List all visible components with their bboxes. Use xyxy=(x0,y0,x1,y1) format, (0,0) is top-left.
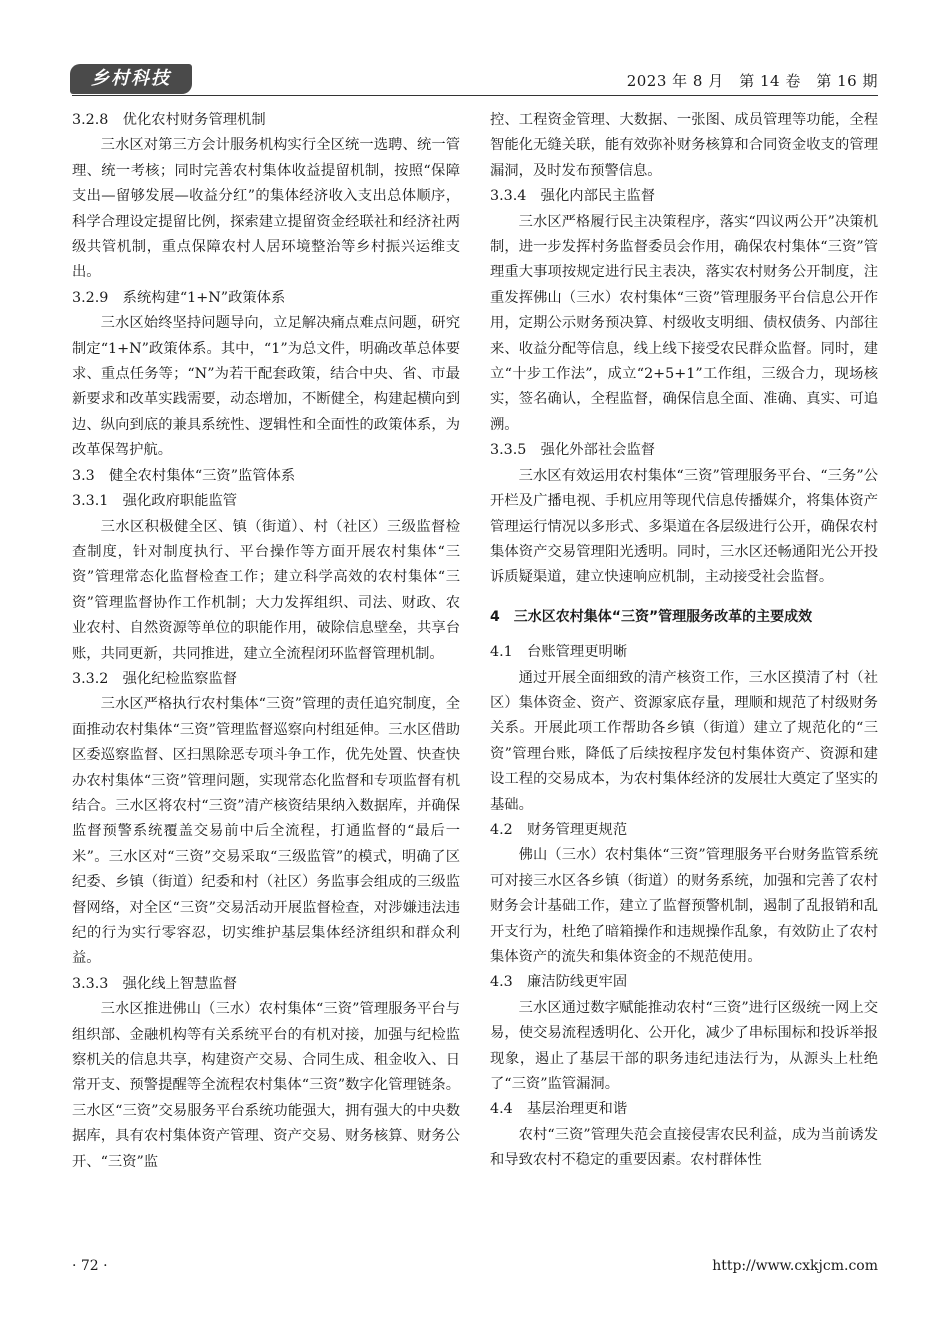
section-4-3-title: 4.3 廉洁防线更牢固 xyxy=(490,974,628,991)
section-3-3-2-title: 3.3.2 强化纪检监察监督 xyxy=(72,670,238,687)
section-3-3-3-paragraph: 三水区推进佛山（三水）农村集体“三资”管理服务平台与组织部、金融机构等有关系统平台的有机对接，加强与纪检监察机关的信息共享，构建资产交易、合同生成、租金收入、日常开支、预警提醒等全流程农村集体“三资”数字化管理链条。三水区“三资”交易服务平台系统功能强大，拥有强大的中央数据库，具有农村集体资产管理、资产交易、财务核算、财务公开、“三资”监 xyxy=(72,1001,460,1170)
header-divider xyxy=(72,95,878,96)
section-3-3-5-paragraph: 三水区有效运用农村集体“三资”管理服务平台、“三务”公开栏及广播电视、手机应用等现代信息传播媒介，将集体资产管理运行情况以多形式、多渠道在各层级进行公开，确保农村集体资产交易管理阳光透明。同时，三水区还畅通阳光公开投诉质疑渠道，建立快速响应机制，主动接受社会监督。 xyxy=(490,467,878,586)
section-3-3-1-title: 3.3.1 强化政府职能监管 xyxy=(72,493,238,510)
section-3-3-4-paragraph: 三水区严格履行民主决策程序，落实“四议两公开”决策机制，进一步发挥村务监督委员会作用，确保农村集体“三资”管理重大事项按规定进行民主表决，落实农村财务公开制度，注重发挥佛山（三水）农村集体“三资”管理服务平台信息公开作用，定期公示财务预决算、村级收支明细、债权债务、内部往来、收益分配等信息，线上线下接受农民群众监督。同时，建立“十步工作法”，成立“2+5+1”工作组，三级合力，现场核实，签名确认，全程监督，确保信息全面、准确、真实、可追溯。 xyxy=(490,213,878,433)
section-3-2-8-paragraph: 三水区对第三方会计服务机构实行全区统一选聘、统一管理、统一考核；同时完善农村集体收益提留机制，按照“保障支出—留够发展—收益分红”的集体经济收入支出总体顺序，科学合理设定提留比例，探索建立提留资金经联社和经济社两级共管机制，重点保障农村人居环境整治等乡村振兴运维支出。 xyxy=(72,137,460,281)
section-3-3-title: 3.3 健全农村集体“三资”监管体系 xyxy=(72,467,296,484)
section-3-3-1-paragraph: 三水区积极健全区、镇（街道）、村（社区）三级监督检查制度，针对制度执行、平台操作等方面开展农村集体“三资”管理常态化监督检查工作；建立科学高效的农村集体“三资”管理监督协作工作机制；大力发挥组织、司法、财政、农业农村、自然资源等单位的职能作用，破除信息壁垒，共享台账，共同更新，共同推进，建立全流程闭环监督管理机制。 xyxy=(72,518,460,662)
section-3-3-3-continued: 控、工程资金管理、大数据、一张图、成员管理等功能，全程智能化无缝关联，能有效弥补财务核算和合同资金收支的管理漏洞，及时发布预警信息。 xyxy=(490,112,878,179)
section-3-3-4-title: 3.3.4 强化内部民主监督 xyxy=(490,188,656,205)
section-4-4-paragraph: 农村“三资”管理失范会直接侵害农民利益，成为当前诱发和导致农村不稳定的重要因素。农村群体性 xyxy=(490,1126,878,1169)
section-3-2-8-title: 3.2.8 优化农村财务管理机制 xyxy=(72,112,266,128)
section-4-4-title: 4.4 基层治理更和谐 xyxy=(490,1101,628,1118)
section-4-2-paragraph: 佛山（三水）农村集体“三资”管理服务平台财务监管系统可对接三水区各乡镇（街道）的财务系统，加强和完善了农村财务会计基础工作，建立了监督预警机制，遏制了乱报销和乱开支行为，杜绝了暗箱操作和违规操作乱象，有效防止了农村集体资产的流失和集体资金的不规范使用。 xyxy=(490,847,878,965)
journal-url: http://www.cxkjcm.com xyxy=(712,1258,878,1274)
journal-logo: 乡村科技 xyxy=(70,64,192,94)
section-3-2-9-paragraph: 三水区始终坚持问题导向，立足解决痛点难点问题，研究制定“1+N”政策体系。其中，“1”为总文件，明确改革总体要求、重点任务等；“N”为若干配套政策，结合中央、省、市最新要求和改革实践需要，动态增加，不断健全，构建起横向到边、纵向到底的兼具系统性、逻辑性和全面性的政策体系，为改革保驾护航。 xyxy=(72,315,460,459)
section-3-3-3-title: 3.3.3 强化线上智慧监督 xyxy=(72,975,238,992)
section-3-3-2-paragraph: 三水区严格执行农村集体“三资”管理的责任追究制度，全面推动农村集体“三资”管理监督巡察向村组延伸。三水区借助区委巡察监督、区扫黑除恶专项斗争工作，优先处置、快查快办农村集体“三资”管理问题，实现常态化监督和专项监督有机结合。三水区将农村“三资”清产核资结果纳入数据库，并确保监督预警系统覆盖交易前中后全流程，打通监督的“最后一米”。三水区对“三资”交易采取“三级监管”的模式，明确了区纪委、乡镇（街道）纪委和村（社区）务监事会组成的三级监督网络，对全区“三资”交易活动开展监督检查，对涉嫌违法违纪的行为实行零容忍，切实维护基层集体经济组织和群众利益。 xyxy=(72,696,460,967)
section-4-2-title: 4.2 财务管理更规范 xyxy=(490,821,628,838)
section-4-1-paragraph: 通过开展全面细致的清产核资工作，三水区摸清了村（社区）集体资金、资产、资源家底存量，理顺和规范了村级财务关系。开展此项工作帮助各乡镇（街道）建立了规范化的“三资”管理台账，降低了后续按程序发包村集体资产、资源和建设工程的交易成本，为农村集体经济的发展壮大奠定了坚实的基础。 xyxy=(490,669,878,813)
section-4-title: 4 三水区农村集体“三资”管理服务改革的主要成效 xyxy=(490,608,813,625)
section-3-2-9-title: 3.2.9 系统构建“1+N”政策体系 xyxy=(72,289,286,306)
section-4-3-paragraph: 三水区通过数字赋能推动农村“三资”进行区级统一网上交易，使交易流程透明化、公开化，减少了串标围标和投诉举报现象，遏止了基层干部的职务违纪违法行为，从源头上杜绝了“三资”监管漏洞。 xyxy=(490,999,878,1093)
section-4-1-title: 4.1 台账管理更明晰 xyxy=(490,644,628,661)
page-number: · 72 · xyxy=(72,1258,108,1274)
left-column xyxy=(72,108,460,1175)
right-column xyxy=(490,108,878,1174)
section-3-3-5-title: 3.3.5 强化外部社会监督 xyxy=(490,442,656,459)
issue-info: 2023 年 8 月 第 14 卷 第 16 期 xyxy=(626,72,878,90)
